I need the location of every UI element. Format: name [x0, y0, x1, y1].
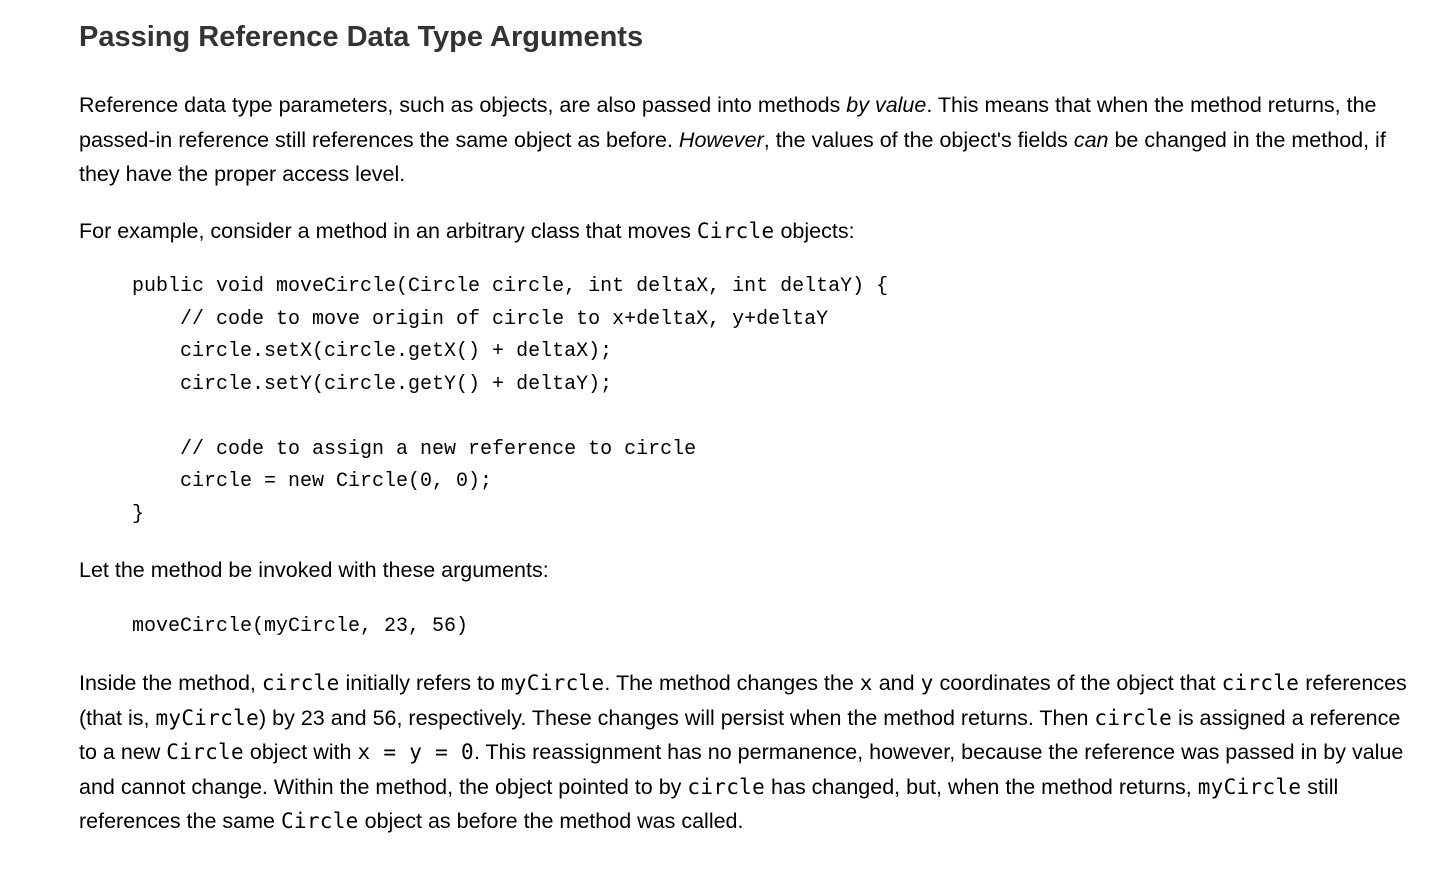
inline-code: Circle [166, 740, 244, 764]
inline-code: circle [1094, 705, 1173, 730]
section-heading: Passing Reference Data Type Arguments [79, 21, 644, 53]
paragraph-intro [79, 88, 1419, 192]
text-run: is assigned a reference to a new [79, 705, 1401, 764]
text-run: Inside the method, [79, 671, 262, 695]
inline-code: Circle [280, 809, 359, 833]
text-run: object with [243, 740, 358, 764]
emphasis-can: can [1073, 127, 1109, 152]
text-run: coordinates of the object that [933, 671, 1222, 695]
text-run: has changed, but, when the method returns, [765, 774, 1198, 799]
inline-code: y [920, 671, 934, 695]
paragraph-invocation: Let the method be invoked with these arguments: [79, 558, 549, 582]
emphasis-by-value: by value [846, 93, 927, 117]
code-block-movecircle: public void moveCircle(Circle circle, int deltaX, int deltaY) { // code to move origin of circle to x+deltaX, y+deltaY circle.setX(circle.getX() + deltaX); circle.setY(circle.getY() + deltaY); // code to assign a new reference to circle circle = new Circle(0, 0); } [132, 275, 889, 526]
text-run: ) by 23 and 56, respectively. These changes will persist when the method returns. Then [259, 705, 1095, 730]
inline-code: circle [687, 774, 766, 799]
inline-code: myCircle [1197, 774, 1302, 799]
text-run: objects: [774, 219, 855, 243]
text-run: and [872, 671, 921, 695]
text-run: . This reassignment has no permanence, however, because the reference was passed in by value and cannot change. Within the method, the object pointed to by [79, 740, 1404, 799]
text-run: object as before the method was called. [358, 809, 744, 833]
paragraph-explanation [79, 666, 1419, 839]
inline-code: x = y = 0 [357, 740, 474, 764]
paragraph-example [79, 214, 1419, 249]
emphasis-however: However [678, 127, 764, 152]
inline-code: circle [1221, 671, 1300, 695]
inline-code: x [859, 671, 873, 695]
inline-code: myCircle [500, 671, 605, 695]
text-run: initially refers to [339, 671, 501, 695]
inline-code: Circle [696, 219, 775, 243]
text-run: be changed in the method, if they have the proper access level. [79, 127, 1386, 186]
text-run: . The method changes the [604, 671, 860, 695]
text-run: still references the same [79, 774, 1339, 833]
inline-code: circle [261, 671, 340, 695]
text-run: , the values of the object's fields [763, 127, 1074, 152]
text-run: references (that is, [79, 671, 1407, 730]
text-run: Reference data type parameters, such as objects, are also passed into methods [79, 93, 847, 117]
inline-code: myCircle [155, 705, 260, 730]
code-block-invocation: moveCircle(myCircle, 23, 56) [132, 615, 469, 638]
text-run: . This means that when the method returns, the passed-in reference still references the same object as before. [79, 93, 1377, 152]
text-run: For example, consider a method in an arbitrary class that moves [79, 219, 697, 243]
